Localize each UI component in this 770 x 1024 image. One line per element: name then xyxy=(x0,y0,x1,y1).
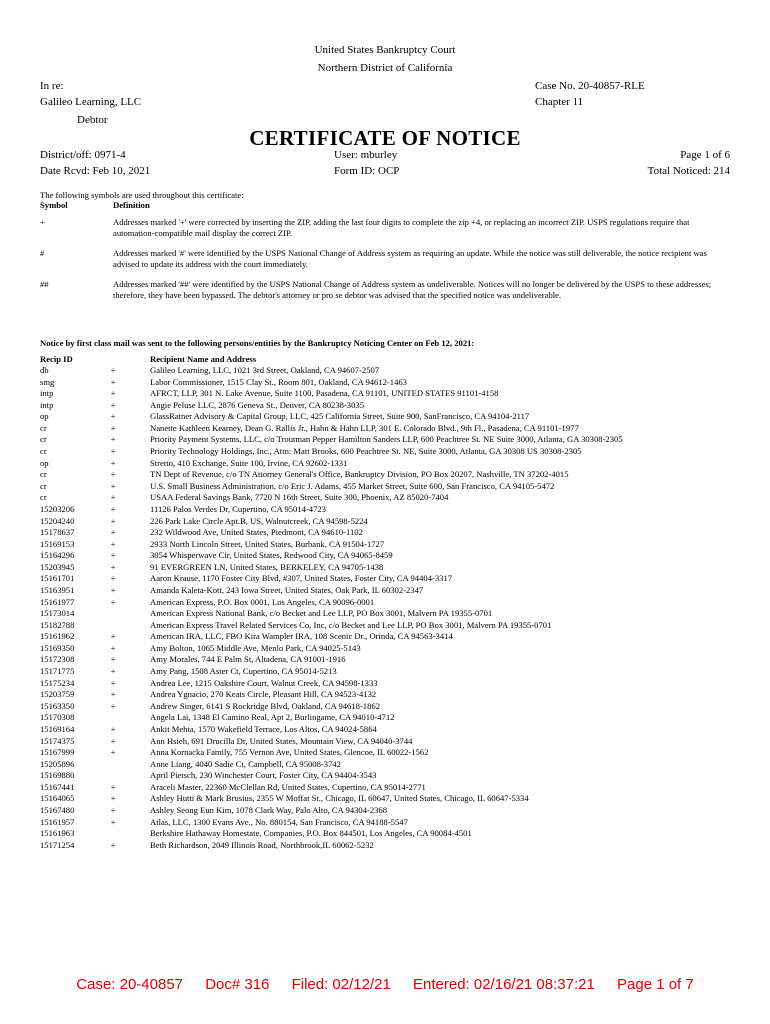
page-count: Page 1 of 6 xyxy=(680,149,730,161)
recipient-row xyxy=(40,446,740,458)
address-marker: + xyxy=(110,666,116,677)
recipient-address: Berkshire Hathaway Homestate, Companies, P.O. Box 844501, Los Angeles, CA 90084-4501 xyxy=(150,828,472,839)
recip-id: 15170308 xyxy=(40,712,75,723)
recipient-row xyxy=(40,712,740,724)
recip-id: 15161977 xyxy=(40,596,75,607)
recipient-address: Atlas, LLC, 1300 Evans Ave., No. 880154, San Francisco, CA 94188-5547 xyxy=(150,816,408,827)
address-marker: + xyxy=(110,446,116,457)
footer-entered: Entered: 02/16/21 08:37:21 xyxy=(413,976,595,993)
address-marker: + xyxy=(110,388,116,399)
recip-id: cr xyxy=(40,480,47,491)
recip-id: cr xyxy=(40,446,47,457)
recipient-address: Priority Technology Holdings, Inc., Attn: Matt Brooks, 600 Peachtree St. NE, Suite 3000, Atlanta, GA 30308 US 30308-2305 xyxy=(150,446,582,457)
recip-id: 15169880 xyxy=(40,770,75,781)
recipient-address: AFRCT, LLP, 301 N. Lake Avenue, Suite 1100, Pasadena, CA 91101, UNITED STATES 91101-4158 xyxy=(150,388,499,399)
recip-id: 15164065 xyxy=(40,793,75,804)
recip-id: 15167999 xyxy=(40,747,75,758)
symbol: + xyxy=(40,217,45,227)
recipient-row xyxy=(40,365,740,377)
recipient-address: 2933 North Lincoln Street, United States, Burbank, CA 91504-1727 xyxy=(150,538,385,549)
recipient-address: GlassRatner Advisory & Capital Group, LLC, 425 California Street, Suite 900, SanFrancisco, CA 94104-2117 xyxy=(150,411,530,422)
recip-id: 15178637 xyxy=(40,527,75,538)
recipient-address: Ankit Mehta, 1570 Wakefield Terrace, Los Altos, CA 94024-5864 xyxy=(150,723,377,734)
address-marker: + xyxy=(110,642,116,653)
recipient-row xyxy=(40,840,740,852)
recipient-row xyxy=(40,585,740,597)
recipient-address: Ashley Seong Eun Kim, 1078 Clark Way, Palo Alto, CA 94304-2368 xyxy=(150,804,388,815)
address-marker: + xyxy=(110,723,116,734)
recipient-row xyxy=(40,701,740,713)
recipient-row xyxy=(40,643,740,655)
recip-id-column-header: Recip ID xyxy=(40,354,73,364)
recipient-row xyxy=(40,411,740,423)
recipient-row xyxy=(40,689,740,701)
recipient-row xyxy=(40,608,740,620)
filing-footer xyxy=(0,976,770,993)
recipient-row xyxy=(40,828,740,840)
recipient-row xyxy=(40,458,740,470)
recipient-row xyxy=(40,550,740,562)
recip-id: 15163350 xyxy=(40,700,75,711)
recipient-address: USAA Federal Savings Bank, 7720 N 16th Street, Suite 300, Phoenix, AZ 85020-7404 xyxy=(150,492,449,503)
recip-id: 15205896 xyxy=(40,758,75,769)
recipient-row xyxy=(40,434,740,446)
recip-id: cr xyxy=(40,422,47,433)
recipient-address: Andrew Singer, 6141 S Rockridge Blvd, Oakland, CA 94618-1862 xyxy=(150,700,380,711)
recipient-address: Ann Hsieh, 691 Drucilla Dr, United States, Mountain View, CA 94040-3744 xyxy=(150,735,413,746)
recipient-list xyxy=(40,365,740,851)
case-number: Case No. 20-40857-RLE xyxy=(535,80,645,92)
recip-id: 15163951 xyxy=(40,584,75,595)
recipient-address: Priority Payment Systems, LLC, c/o Troutman Pepper Hamilton Sanders LLP, 600 Peachtree St. NE Suite 3000, Atlanta, GA 30308-2305 xyxy=(150,434,623,445)
recipient-row xyxy=(40,770,740,782)
recip-id: cr xyxy=(40,434,47,445)
recip-id: 15203945 xyxy=(40,561,75,572)
recipient-row xyxy=(40,759,740,771)
recip-id: 15161963 xyxy=(40,828,75,839)
recipient-address: Andrea Lee, 1215 Oakshire Court, Walnut Creek, CA 94598-1333 xyxy=(150,677,378,688)
notice-heading: Notice by first class mail was sent to the following persons/entities by the Bankruptcy Noticing Center on Feb 12, 2021: xyxy=(40,338,475,348)
recip-id: cr xyxy=(40,469,47,480)
recip-id: db xyxy=(40,365,49,375)
recipient-column-header: Recipient Name and Address xyxy=(150,354,257,364)
form-id: Form ID: OCP xyxy=(334,165,400,177)
address-marker: + xyxy=(110,399,116,410)
recipient-address: Amy Pang, 1508 Aster Ct, Cupertino, CA 95014-5213 xyxy=(150,666,337,677)
date-received: Date Rcvd: Feb 10, 2021 xyxy=(40,165,151,177)
recip-id: 15169350 xyxy=(40,642,75,653)
recipient-address: Galileo Learning, LLC, 1021 3rd Street, Oakland, CA 94607-2507 xyxy=(150,365,380,375)
address-marker: + xyxy=(110,793,116,804)
recip-id: 15203759 xyxy=(40,689,75,700)
recipient-address: 11126 Palos Verdes Dr, Cupertino, CA 95014-4723 xyxy=(150,503,326,514)
address-marker: + xyxy=(110,457,116,468)
recipient-address: Beth Richardson, 2049 Illinois Road, Northbrook,IL 60062-5232 xyxy=(150,839,374,850)
recipient-row xyxy=(40,631,740,643)
footer-case: Case: 20-40857 xyxy=(76,976,184,993)
recipient-row xyxy=(40,817,740,829)
recipient-row xyxy=(40,678,740,690)
in-re-label: In re: xyxy=(40,80,64,92)
recipient-row xyxy=(40,527,740,539)
footer-filed: Filed: 02/12/21 xyxy=(291,976,391,993)
recip-id: 15164296 xyxy=(40,550,75,561)
recip-id: 15161957 xyxy=(40,816,75,827)
address-marker: + xyxy=(110,735,116,746)
recip-id: 15173014 xyxy=(40,608,75,619)
debtor-name: Galileo Learning, LLC xyxy=(40,96,142,108)
recipient-row xyxy=(40,469,740,481)
recipient-row xyxy=(40,377,740,389)
recipient-row xyxy=(40,620,740,632)
court-name: United States Bankruptcy Court xyxy=(314,44,456,56)
address-marker: + xyxy=(110,376,116,387)
address-marker: + xyxy=(110,503,116,514)
recipient-row xyxy=(40,400,740,412)
recipient-address: Amanda Kaleta-Kott, 243 Iowa Street, United States, Oak Park, IL 60302-2347 xyxy=(150,584,424,595)
address-marker: + xyxy=(110,561,116,572)
recip-id: 15182788 xyxy=(40,619,75,630)
address-marker: + xyxy=(110,654,116,665)
recipient-row xyxy=(40,654,740,666)
recipient-row xyxy=(40,539,740,551)
recipient-address: American Express, P.O. Box 0001, Los Angeles, CA 90096-0001 xyxy=(150,596,375,607)
footer-doc: Doc# 316 xyxy=(205,976,270,993)
address-marker: + xyxy=(110,677,116,688)
recip-id: op xyxy=(40,457,49,468)
address-marker: + xyxy=(110,538,116,549)
recipient-row xyxy=(40,666,740,678)
recipient-row xyxy=(40,793,740,805)
address-marker: + xyxy=(110,781,116,792)
address-marker: + xyxy=(110,689,116,700)
recipient-row xyxy=(40,573,740,585)
address-marker: + xyxy=(110,584,116,595)
recip-id: smg xyxy=(40,376,55,387)
address-marker: + xyxy=(110,515,116,526)
recipient-address: Aaron Krause, 1170 Foster City Blvd, #307, United States, Foster City, CA 94404-3317 xyxy=(150,573,453,584)
recipient-address: Stretto, 410 Exchange, Suite 100, Irvine, CA 92602-1331 xyxy=(150,457,348,468)
user: User: mburley xyxy=(334,149,398,161)
recipient-row xyxy=(40,504,740,516)
recip-id: 15167441 xyxy=(40,781,75,792)
recipient-address: Anna Kornacka Family, 755 Vernon Ave, United States, Glencoe, IL 60022-1562 xyxy=(150,747,429,758)
definition: Addresses marked '#' were identified by the USPS National Change of Address system as requiring an update. While the notice was still deliverable, the notice recipient was advised to update its address with the court immediately. xyxy=(113,248,707,269)
recipient-address: Angie Peluse LLC, 2876 Geneva St., Denver, CA 80238-3035 xyxy=(150,399,364,410)
recip-id: 15171254 xyxy=(40,839,75,850)
recip-id: op xyxy=(40,411,49,422)
recipient-address: Amy Morales, 744 E Palm St, Altadena, CA 91001-1916 xyxy=(150,654,346,665)
address-marker: + xyxy=(110,527,116,538)
definition: Addresses marked '##' were identified by the USPS National Change of Address system as undeliverable. Notices will no longer be delivered by the USPS to these addresses; therefore, they have been bypassed. The debtor's attorney or pro se debtor was advised that the specified notice was undeliverable. xyxy=(113,279,712,300)
recipient-row xyxy=(40,423,740,435)
court-district: Northern District of California xyxy=(317,62,453,74)
recip-id: 15169153 xyxy=(40,538,75,549)
symbol-column-header: Symbol xyxy=(40,200,68,210)
symbol: ## xyxy=(40,279,49,289)
address-marker: + xyxy=(110,422,116,433)
recipient-address: 226 Park Lake Circle Apt.B, US, Walnutcreek, CA 94598-5224 xyxy=(150,515,368,526)
recipient-address: Ashley Hutti & Mark Brusius, 2355 W Moffat St., Chicago, IL 60647, United States, Chicago, IL 60647-5334 xyxy=(150,793,529,804)
address-marker: + xyxy=(110,596,116,607)
recipient-row xyxy=(40,597,740,609)
recipient-address: American IRA, LLC, FBO Kira Wampler IRA, 108 Scenic Dr., Orinda, CA 94563-3414 xyxy=(150,631,453,642)
recip-id: 15203206 xyxy=(40,503,75,514)
recipient-row xyxy=(40,724,740,736)
address-marker: + xyxy=(110,411,116,422)
recip-id: cr xyxy=(40,492,47,503)
recipient-address: 91 EVERGREEN LN, United States, BERKELEY, CA 94705-1438 xyxy=(150,561,384,572)
recipient-address: American Express Travel Related Services Co, Inc, c/o Becket and Lee LLP, PO Box 3001, Malvern PA 19355-0701 xyxy=(150,619,552,630)
definition-column-header: Definition xyxy=(113,200,150,210)
recipient-address: Araceli Master, 22360 McClellan Rd, United States, Cupertino, CA 95014-2771 xyxy=(150,781,426,792)
debtor-label: Debtor xyxy=(77,114,108,126)
recipient-address: Andrea Ygnacio, 270 Keats Circle, Pleasant Hill, CA 94523-4132 xyxy=(150,689,377,700)
recip-id: 15169164 xyxy=(40,723,75,734)
recipient-row xyxy=(40,562,740,574)
recipient-address: Nanette Kathleen Kearney, Dean G. Rallis Jr., Hahn & Hahn LLP, 301 E. Colorado Blvd., 9th Fl., Pasadena, CA 91101-1977 xyxy=(150,422,579,433)
recipient-address: Angela Lai, 1348 El Camino Real, Apt 2, Burlingame, CA 94010-4712 xyxy=(150,712,395,723)
address-marker: + xyxy=(110,804,116,815)
recip-id: 15204240 xyxy=(40,515,75,526)
chapter: Chapter 11 xyxy=(535,96,584,108)
recip-id: 15161962 xyxy=(40,631,75,642)
definition: Addresses marked '+' were corrected by inserting the ZIP, adding the last four digits to complete the zip +4, or replacing an incorrect ZIP. USPS regulations require that automation-compatible mail display the correct ZIP. xyxy=(113,217,690,238)
recipient-row xyxy=(40,516,740,528)
recip-id: 15172308 xyxy=(40,654,75,665)
address-marker: + xyxy=(110,700,116,711)
total-noticed: Total Noticed: 214 xyxy=(647,165,730,177)
recipient-row xyxy=(40,388,740,400)
recipient-address: 3054 Whisperwave Cir, United States, Redwood City, CA 94065-8459 xyxy=(150,550,393,561)
recip-id: intp xyxy=(40,388,54,399)
recipient-row xyxy=(40,805,740,817)
address-marker: + xyxy=(110,747,116,758)
recipient-address: Amy Bolton, 1065 Middle Ave, Menlo Park, CA 94025-5143 xyxy=(150,642,361,653)
address-marker: + xyxy=(110,434,116,445)
recip-id: 15175234 xyxy=(40,677,75,688)
recipient-row xyxy=(40,481,740,493)
address-marker: + xyxy=(110,365,116,375)
address-marker: + xyxy=(110,816,116,827)
address-marker: + xyxy=(110,631,116,642)
recip-id: 15174375 xyxy=(40,735,75,746)
address-marker: + xyxy=(110,550,116,561)
recipient-address: TN Dept of Revenue, c/o TN Attorney General's Office, Bankruptcy Division, PO Box 20207, Nashville, TN 37202-4015 xyxy=(150,469,569,480)
recipient-address: Anne Liang, 4040 Sadie Ct, Campbell, CA 95008-3742 xyxy=(150,758,341,769)
recip-id: intp xyxy=(40,399,54,410)
recipient-address: 232 Wildwood Ave, United States, Piedmont, CA 94610-1102 xyxy=(150,527,363,538)
recipient-row xyxy=(40,492,740,504)
address-marker: + xyxy=(110,492,116,503)
symbol: # xyxy=(40,248,45,258)
address-marker: + xyxy=(110,480,116,491)
document-title: CERTIFICATE OF NOTICE xyxy=(249,126,521,150)
recipient-row xyxy=(40,782,740,794)
district-office: District/off: 0971-4 xyxy=(40,149,126,161)
recipient-row xyxy=(40,747,740,759)
recipient-row xyxy=(40,736,740,748)
recipient-address: April Pietsch, 230 Winchester Court, Foster City, CA 94404-3543 xyxy=(150,770,377,781)
address-marker: + xyxy=(110,573,116,584)
footer-page: Page 1 of 7 xyxy=(617,976,694,993)
address-marker: + xyxy=(110,469,116,480)
recipient-address: U.S. Small Business Administration, c/o Eric J. Adams, 455 Market Street, Suite 600, San Francisco, CA 94105-5472 xyxy=(150,480,555,491)
recipient-address: American Express National Bank, c/o Becket and Lee LLP, PO Box 3001, Malvern PA 19355-0701 xyxy=(150,608,493,619)
symbols-intro: The following symbols are used throughout this certificate: xyxy=(40,190,244,200)
address-marker: + xyxy=(110,839,116,850)
recip-id: 15161701 xyxy=(40,573,75,584)
recip-id: 15171775 xyxy=(40,666,75,677)
recip-id: 15167480 xyxy=(40,804,75,815)
recipient-address: Labor Commissioner, 1515 Clay St., Room 801, Oakland, CA 94612-1463 xyxy=(150,376,407,387)
